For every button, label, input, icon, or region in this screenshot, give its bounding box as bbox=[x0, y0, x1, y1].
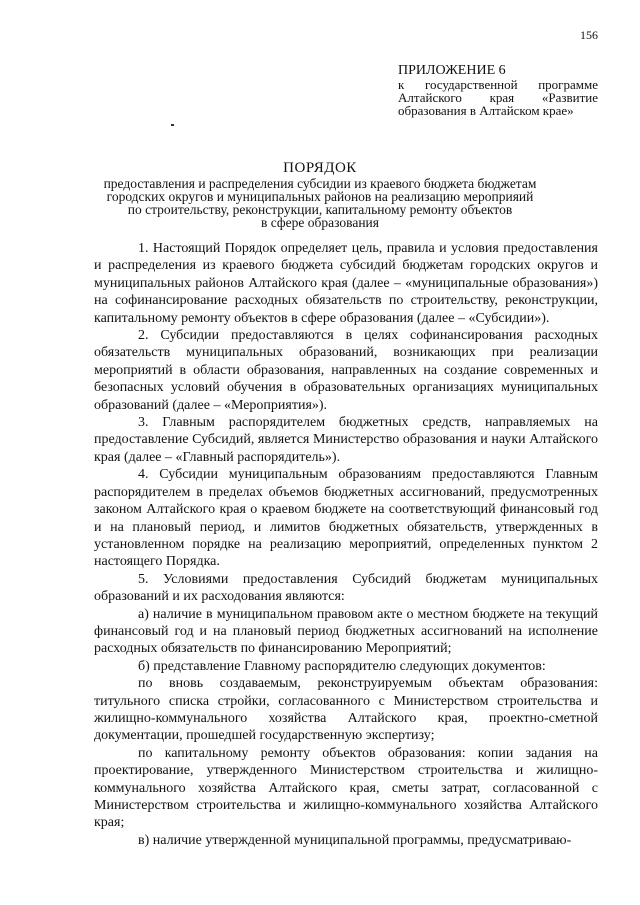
heading-line: в сфере образования bbox=[261, 215, 379, 230]
paragraph-5a: а) наличие в муниципальном правовом акте о местном бюджете на текущий финансовый год и на плановый период бюджетных ассигнований на исполнение расходных обязательств по финансированию Мероприятий; bbox=[94, 606, 598, 657]
scan-speck bbox=[171, 124, 174, 126]
paragraph-5c: в) наличие утвержденной муниципальной программы, предусматриваю- bbox=[138, 832, 572, 848]
appendix-line: к государственной программе bbox=[398, 77, 598, 92]
appendix-line: Алтайского края «Развитие bbox=[398, 90, 598, 105]
paragraph-3: 3. Главным распорядителем бюджетных средств, направляемых на предоставление Субсидий, является Министерство образования и науки Алтайского края (далее – «Главный распорядитель»). bbox=[94, 415, 598, 465]
page-number: 156 bbox=[580, 28, 598, 42]
document-heading bbox=[60, 162, 580, 229]
heading-line: предоставления и распределения субсидии из краевого бюджета бюджетам bbox=[103, 176, 537, 191]
paragraph-5: 5. Условиями предоставления Субсидий бюджетам муниципальных образований и их расходования являются: bbox=[94, 571, 598, 605]
paragraph-2: 2. Субсидии предоставляются в целях софинансирования расходных обязательств муниципальных образований, возникающих при реализации мероприятий в области образования, направленных на создание современных и безопасных условий обучения в образовательных организациях муниципальных образований (далее – «Мероприятия»). bbox=[94, 328, 598, 413]
paragraph-1: 1. Настоящий Порядок определяет цель, правила и условия предоставления и распределения из краевого бюджета субсидий бюджетам городских округов и муниципальных районов Алтайского края (далее – «муниципальные образования») на софинансирование расходных обязательств по строительству, реконструкции, капитальному ремонту объектов в сфере образования (далее – «Субсидии»). bbox=[94, 241, 598, 326]
document-body bbox=[94, 240, 598, 849]
paragraph-5b: б) представление Главному распорядителю следующих документов: bbox=[138, 658, 546, 674]
heading-title: ПОРЯДОК bbox=[283, 160, 357, 176]
appendix-block bbox=[398, 64, 598, 117]
appendix-line: образования в Алтайском крае» bbox=[398, 103, 574, 118]
heading-line: городских округов и муниципальных районов на реализацию мероприяий bbox=[106, 189, 534, 204]
paragraph-4: 4. Субсидии муниципальным образованиям предоставляются Главным распорядителем в пределах объемов бюджетных ассигнований, предусмотренных законом Алтайского края о краевом бюджете на соответствующий финансовый год и на плановый период, и лимитов бюджетных обязательств, утвержденных в установленном порядке на реализацию мероприятий, определенных пунктом 2 настоящего Порядка. bbox=[94, 467, 598, 570]
paragraph-5b-capital-repair: по капитальному ремонту объектов образования: копии задания на проектирование, утвержденного Министерством строительства и жилищно-коммунального хозяйства Алтайского края, сметы затрат, согласованной с Министерством строительства и жилищно-коммунального хозяйства Алтайского края; bbox=[94, 745, 598, 831]
appendix-title: ПРИЛОЖЕНИЕ 6 bbox=[398, 63, 506, 78]
heading-line: по строительству, реконструкции, капитальному ремонту объектов bbox=[127, 202, 513, 217]
paragraph-5b-new-objects: по вновь создаваемым, реконструируемым объектам образования: титульного списка стройки, согласованного с Министерством строительства и жилищно-коммунального хозяйства Алтайского края, проектно-сметной документации, прошедшей государственную экспертизу; bbox=[94, 676, 598, 744]
